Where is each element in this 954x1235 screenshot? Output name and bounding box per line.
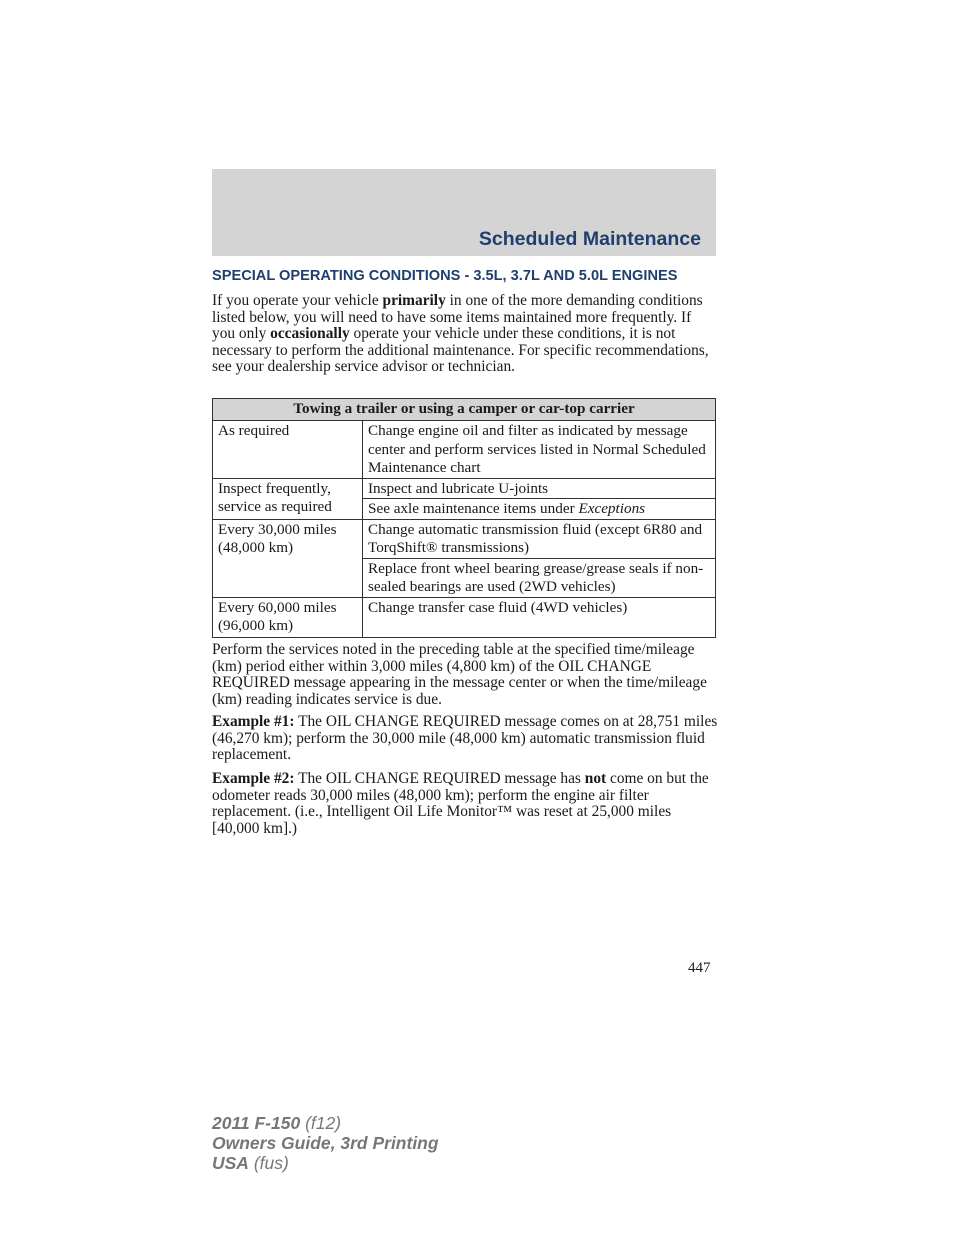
- interval-cell: Every 30,000 miles (48,000 km): [213, 519, 363, 597]
- section-title: Scheduled Maintenance: [478, 228, 701, 250]
- action-cell: Change engine oil and filter as indicated by message center and perform services listed in Normal Scheduled Maintenance chart: [363, 421, 716, 479]
- intro-paragraph: [212, 293, 718, 376]
- intro-bold-occasionally: occasionally: [270, 325, 350, 343]
- table-header-row: [213, 399, 716, 421]
- footer-line-guide: [212, 1133, 439, 1153]
- document-footer: [212, 1113, 439, 1173]
- interval-cell: Inspect frequently, service as required: [213, 478, 363, 519]
- footer-market-code: (fus): [248, 1153, 289, 1173]
- example-1-paragraph: [212, 714, 718, 764]
- action-text: See axle maintenance items under: [368, 500, 579, 517]
- footer-model-code: (f12): [300, 1113, 342, 1133]
- example-1-text: The OIL CHANGE REQUIRED message comes on at 28,751 miles (46,270 km); perform the 30,000 mile (48,000 km) automatic transmission fluid replacement.: [212, 713, 718, 764]
- action-cell: [363, 499, 716, 520]
- section-header-band: [212, 169, 716, 256]
- interval-cell: Every 60,000 miles (96,000 km): [213, 597, 363, 637]
- intro-text-1: If you operate your vehicle: [212, 292, 383, 309]
- table-row: [213, 478, 716, 499]
- intro-text-3: operate your vehicle under these conditions, it is not necessary to perform the additional maintenance. For specific recommendations, see your dealership service advisor or technician.: [212, 325, 709, 376]
- maintenance-table: [212, 398, 716, 638]
- table-row: [213, 421, 716, 479]
- example-2-bold-not: not: [584, 770, 607, 787]
- footer-guide-title: Owners Guide, 3rd Printing: [212, 1133, 439, 1153]
- intro-bold-primarily: primarily: [382, 292, 446, 309]
- action-cell: Change automatic transmission fluid (except 6R80 and TorqShift® transmissions): [363, 519, 716, 558]
- action-cell: Change transfer case fluid (4WD vehicles): [363, 597, 716, 637]
- subsection-heading: SPECIAL OPERATING CONDITIONS - 3.5L, 3.7L AND 5.0L ENGINES: [212, 268, 678, 284]
- footer-line-market: [212, 1153, 439, 1173]
- table-row: [213, 519, 716, 558]
- action-cell: Replace front wheel bearing grease/grease seals if non-sealed bearings are used (2WD vehicles): [363, 558, 716, 597]
- page-number: 447: [688, 960, 711, 976]
- table-row: [213, 597, 716, 637]
- action-cell: Inspect and lubricate U-joints: [363, 478, 716, 499]
- intro-text-2: in one of the more demanding conditions listed below, you will need to have some items maintained more frequently. If you only: [212, 292, 703, 343]
- table-header: Towing a trailer or using a camper or car-top carrier: [213, 399, 716, 421]
- after-table-paragraph: Perform the services noted in the preceding table at the specified time/mileage (km) period either within 3,000 miles (4,800 km) of the OIL CHANGE REQUIRED message appearing in the message center or when the time/mileage (km) reading indicates service is due.: [212, 641, 707, 708]
- interval-cell: As required: [213, 421, 363, 479]
- example-2-paragraph: [212, 771, 718, 837]
- example-2-text-1: The OIL CHANGE REQUIRED message has: [294, 770, 585, 787]
- footer-market: USA: [212, 1153, 249, 1173]
- exceptions-reference: Exceptions: [578, 500, 646, 517]
- example-2-text-2: come on but the odometer reads 30,000 miles (48,000 km); perform the engine air filter replacement. (i.e., Intelligent Oil Life Monitor™ was reset at 25,000 miles [40,000 km].): [212, 770, 709, 837]
- footer-model: 2011 F-150: [212, 1113, 301, 1133]
- example-2-label: Example #2:: [212, 770, 295, 787]
- footer-line-model: [212, 1113, 439, 1133]
- example-1-label: Example #1:: [212, 713, 295, 730]
